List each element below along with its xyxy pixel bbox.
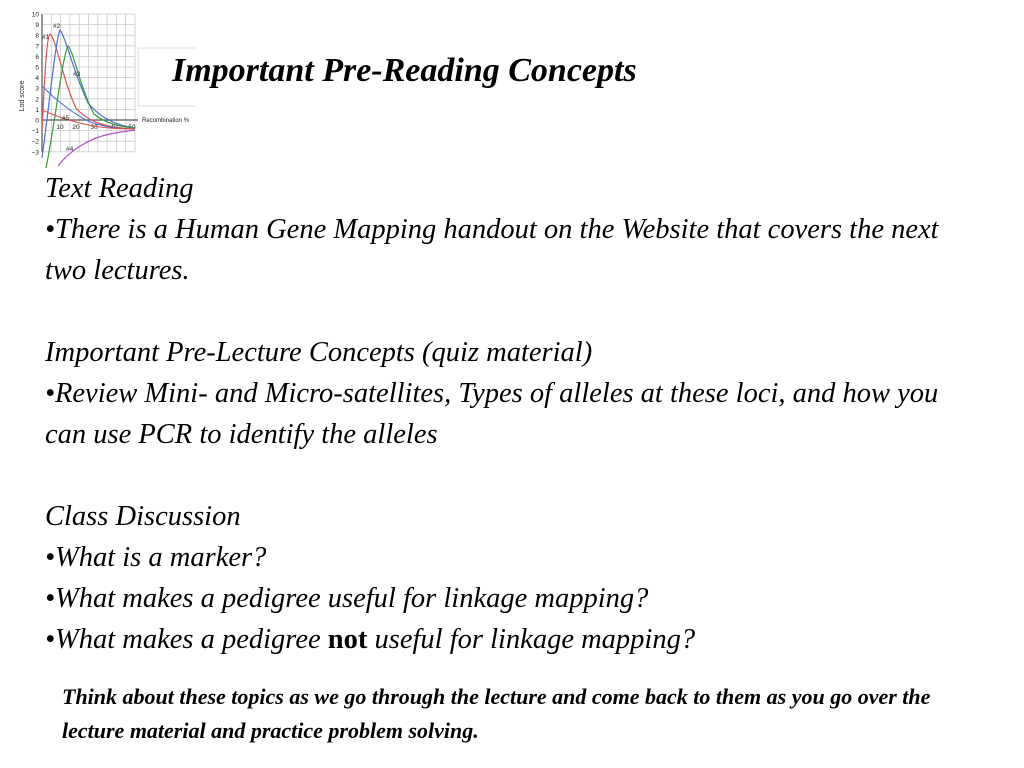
- curve-label: #5: [62, 115, 70, 122]
- y-tick-label: 9: [35, 22, 39, 30]
- section-heading-class-discussion: Class Discussion: [45, 501, 241, 532]
- section-heading-text-reading: Text Reading: [45, 173, 194, 204]
- bullet-text: What is a marker?: [54, 542, 267, 573]
- lod-score-graph: [10, 8, 198, 176]
- bullet-pedigree-useful: [45, 578, 985, 619]
- x-tick-label: 30: [90, 124, 98, 131]
- y-tick-label: −1: [31, 128, 39, 136]
- slide-title: Important Pre-Reading Concepts: [172, 52, 637, 89]
- bullet-marker: [45, 537, 985, 578]
- x-tick-label: 40: [110, 124, 118, 131]
- lod-curve-3: [46, 46, 135, 168]
- curve-label: #1: [42, 34, 50, 41]
- y-tick-label: 2: [35, 96, 39, 104]
- y-tick-label: 10: [31, 11, 39, 19]
- y-tick-label: 0: [35, 117, 39, 125]
- x-tick-label: 50: [128, 124, 136, 131]
- emphasis-not: not: [327, 624, 368, 655]
- bullet-pedigree-not-useful: [45, 619, 985, 660]
- bullet-text: There is a Human Gene Mapping handout on the Website that covers the next two lectures.: [45, 214, 939, 286]
- bullet-text-before: What makes a pedigree: [54, 624, 328, 655]
- x-axis-label: Recombination %: [142, 118, 190, 124]
- y-tick-label: 5: [35, 64, 39, 72]
- bullet-symbol: •: [45, 583, 55, 614]
- section-heading-pre-lecture: Important Pre-Lecture Concepts (quiz material): [45, 337, 593, 368]
- curve-label: #4: [66, 146, 74, 153]
- y-tick-label: 4: [35, 75, 39, 83]
- x-tick-label: 20: [72, 124, 80, 131]
- curve-label: #2: [53, 23, 61, 30]
- bullet-satellites: [45, 373, 985, 455]
- bullet-symbol: •: [45, 378, 55, 409]
- bullet-text: What makes a pedigree useful for linkage mapping?: [54, 583, 649, 614]
- bullet-text: Review Mini- and Micro-satellites, Types of alleles at these loci, and how you can use PCR to identify the alleles: [45, 378, 939, 450]
- y-tick-label: −3: [31, 149, 39, 157]
- y-tick-label: 3: [35, 85, 39, 93]
- bullet-text-after: useful for linkage mapping?: [367, 624, 696, 655]
- lod-score-figure: [10, 8, 198, 176]
- y-tick-label: 8: [35, 32, 39, 40]
- bullet-handout: [45, 209, 985, 291]
- curve-label: #3: [73, 71, 81, 78]
- closing-note: Think about these topics as we go through the lecture and come back to them as you go over the lecture material and practice problem solving.: [62, 684, 931, 743]
- y-tick-label: 1: [35, 106, 39, 114]
- x-tick-label: 10: [56, 124, 64, 131]
- y-axis-label: Lod score: [19, 80, 26, 112]
- bullet-symbol: •: [45, 214, 55, 245]
- y-tick-label: −2: [31, 138, 39, 146]
- y-tick-label: 6: [35, 53, 39, 61]
- bullet-symbol: •: [45, 624, 55, 655]
- slide-body: [45, 168, 985, 660]
- y-tick-label: 7: [35, 43, 39, 51]
- bullet-symbol: •: [45, 542, 55, 573]
